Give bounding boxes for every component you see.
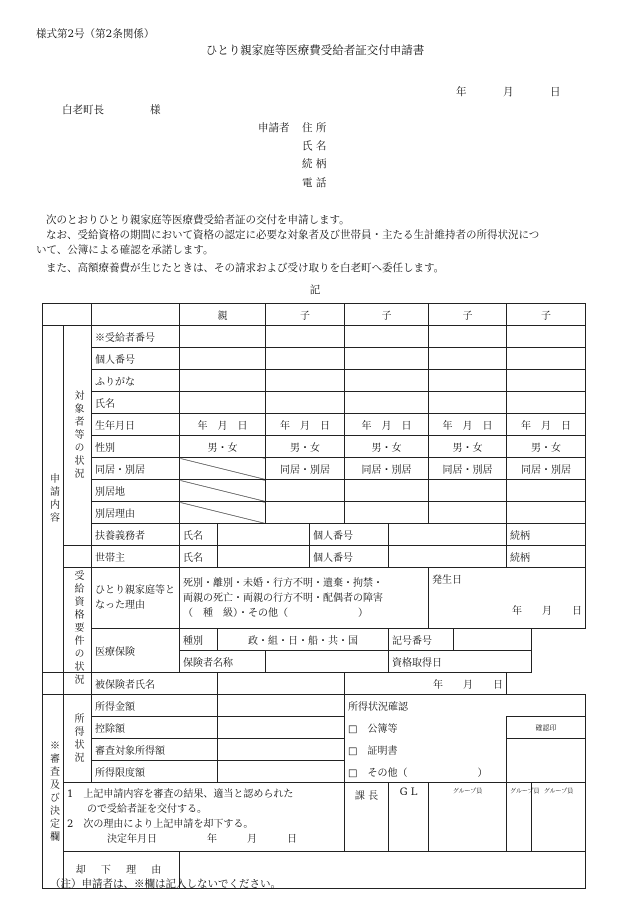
recipient-number-child-2[interactable]	[345, 326, 429, 348]
name-label: 氏 名	[302, 140, 327, 152]
household-head-relation-label: 続柄	[507, 546, 586, 568]
separate-reason-child-3[interactable]	[429, 502, 507, 524]
recipient-number-label: ※受給者番号	[92, 326, 180, 348]
gender-child-4[interactable]: 男・女	[507, 436, 586, 458]
furigana-parent[interactable]	[180, 370, 266, 392]
furigana-child-3[interactable]	[429, 370, 507, 392]
furigana-child-1[interactable]	[266, 370, 345, 392]
birthdate-child-4[interactable]: 年 月 日	[507, 414, 586, 436]
address-label: 住 所	[302, 122, 327, 134]
separate-address-child-1[interactable]	[266, 480, 345, 502]
footer-note: （注）申請者は、※欄は記入しないでください。	[50, 878, 281, 890]
separate-reason-child-4[interactable]	[507, 502, 586, 524]
dependent-obligor-relation-label: 続柄	[507, 524, 586, 546]
rejection-reason-label: 却 下 理 由	[64, 852, 180, 889]
col-child-1: 子	[266, 304, 345, 326]
personal-number-child-4[interactable]	[507, 348, 586, 370]
separate-address-label: 別居地	[92, 480, 180, 502]
ki-heading: 記	[309, 284, 321, 296]
cohabit-child-4[interactable]: 同居・別居	[507, 458, 586, 480]
gender-child-3[interactable]: 男・女	[429, 436, 507, 458]
decision-line-2: 2 次の理由により上記申請を却下する。	[67, 819, 254, 830]
insurer-name-label: 保険者名称	[180, 651, 266, 673]
recipient-number-parent[interactable]	[180, 326, 266, 348]
application-table	[42, 303, 586, 889]
cohabit-parent-struck	[180, 458, 266, 480]
name-parent[interactable]	[180, 392, 266, 414]
review-income-label: 審査対象所得額	[92, 739, 218, 761]
confirm-stamp-label: 確認印	[507, 717, 586, 739]
gender-child-1[interactable]: 男・女	[266, 436, 345, 458]
intro-paragraph-3: また、高額療養費が生じたときは、その請求および受け取りを白老町へ委任します。	[46, 262, 445, 274]
income-limit-label: 所得限度額	[92, 761, 218, 783]
dependent-obligor-personal-no[interactable]	[389, 524, 507, 546]
recipient-number-child-1[interactable]	[266, 326, 345, 348]
col-child-2: 子	[345, 304, 429, 326]
separate-reason-child-2[interactable]	[345, 502, 429, 524]
relation-label: 続 柄	[302, 158, 327, 170]
qualification-date-value[interactable]: 年 月 日	[345, 673, 507, 695]
date-year-label: 年	[456, 86, 467, 98]
cohabit-child-3[interactable]: 同居・別居	[429, 458, 507, 480]
income-limit-value[interactable]	[218, 761, 345, 783]
personal-number-label: 個人番号	[92, 348, 180, 370]
gender-child-2[interactable]: 男・女	[345, 436, 429, 458]
symbol-number-label: 記号番号	[389, 629, 454, 651]
separate-reason-child-1[interactable]	[266, 502, 345, 524]
intro-paragraph-2b: いて、公簿による確認を承諾します。	[36, 244, 214, 256]
decision-date: 決定年月日 年 月 日	[107, 834, 297, 845]
dependent-obligor-name-label: 氏名	[180, 524, 218, 546]
phone-label: 電 話	[302, 177, 327, 189]
section-review: ※審査及び決定欄	[43, 695, 64, 889]
furigana-child-4[interactable]	[507, 370, 586, 392]
deduction-label: 控除額	[92, 717, 218, 739]
single-reason-label: ひとり親家庭等となった理由	[92, 568, 180, 629]
separate-reason-parent-struck	[180, 502, 266, 524]
furigana-child-2[interactable]	[345, 370, 429, 392]
addressee: 白老町長	[62, 104, 104, 116]
household-head-personal-no[interactable]	[389, 546, 507, 568]
certificate-checkbox[interactable]: □ 証明書	[345, 739, 507, 761]
section-eligibility: 受給資格要件の状況	[64, 568, 92, 673]
birthdate-child-1[interactable]: 年 月 日	[266, 414, 345, 436]
intro-paragraph-1: 次のとおりひとり親家庭等医療費受給者証の交付を申請します。	[46, 214, 350, 226]
separate-address-parent-struck	[180, 480, 266, 502]
income-check-label: 所得状況確認	[345, 695, 586, 717]
intro-paragraph-2: なお、受給資格の期間において資格の認定に必要な対象者及び世帯員・主たる生計維持者の所得状況につ	[46, 229, 540, 241]
gender-label: 性別	[92, 436, 180, 458]
date-day-label: 日	[550, 86, 561, 98]
name-child-4[interactable]	[507, 392, 586, 414]
insured-name-label: 被保険者氏名	[92, 673, 218, 695]
insurance-category-options[interactable]: 政・組・日・船・共・国	[218, 629, 389, 651]
section-application: 申請内容	[43, 326, 64, 673]
symbol-number-value[interactable]	[454, 629, 532, 651]
personal-number-child-2[interactable]	[345, 348, 429, 370]
personal-number-child-3[interactable]	[429, 348, 507, 370]
honorific: 様	[150, 104, 161, 116]
name-child-2[interactable]	[345, 392, 429, 414]
gender-parent[interactable]: 男・女	[180, 436, 266, 458]
col-child-4: 子	[507, 304, 586, 326]
cohabit-child-2[interactable]: 同居・別居	[345, 458, 429, 480]
name-child-1[interactable]	[266, 392, 345, 414]
household-head-label: 世帯主	[92, 546, 180, 568]
furigana-label: ふりがな	[92, 370, 180, 392]
recipient-number-child-4[interactable]	[507, 326, 586, 348]
group-member-stamp-2[interactable]: グループ員	[507, 783, 532, 852]
group-member-stamp-3[interactable]: グループ員	[532, 783, 586, 852]
gl-stamp[interactable]: G L	[389, 783, 429, 852]
medical-insurance-label: 医療保険	[92, 629, 180, 673]
reason-line-1: 死別・離別・未婚・行方不明・遺棄・拘禁・	[183, 577, 383, 589]
recipient-number-child-3[interactable]	[429, 326, 507, 348]
dependent-obligor-personal-no-label: 個人番号	[310, 524, 389, 546]
insurance-category-label: 種別	[180, 629, 218, 651]
separate-address-child-2[interactable]	[345, 480, 429, 502]
birthdate-parent[interactable]: 年 月 日	[180, 414, 266, 436]
single-reason-options[interactable]	[180, 568, 429, 629]
section-income-status: 所得状況	[64, 695, 92, 783]
household-head-name[interactable]	[218, 546, 310, 568]
col-parent: 親	[180, 304, 266, 326]
date-month-label: 月	[503, 86, 514, 98]
confirm-stamp-box[interactable]	[507, 739, 586, 783]
name-label: 氏名	[92, 392, 180, 414]
header-row	[43, 304, 586, 326]
birthdate-child-2[interactable]: 年 月 日	[345, 414, 429, 436]
occurrence-date-value: 年 月 日	[512, 606, 582, 617]
section-subject-status: 対象者等の状況	[64, 326, 92, 546]
household-head-name-label: 氏名	[180, 546, 218, 568]
name-child-3[interactable]	[429, 392, 507, 414]
other-checkbox[interactable]: □ その他（ ）	[345, 761, 507, 783]
birthdate-child-3[interactable]: 年 月 日	[429, 414, 507, 436]
public-record-checkbox[interactable]: □ 公簿等	[345, 717, 507, 739]
separate-address-child-4[interactable]	[507, 480, 586, 502]
occurrence-date-label: 発生日	[432, 575, 462, 586]
dependent-obligor-label: 扶養義務者	[92, 524, 180, 546]
group-member-stamp-1[interactable]: グループ員	[429, 783, 507, 852]
reason-line-3: （ 種 級）・その他（ ）	[183, 607, 368, 619]
insurer-name-value[interactable]	[266, 651, 389, 673]
decision-line-1b: ので受給者証を交付する。	[67, 804, 207, 815]
household-head-personal-no-label: 個人番号	[310, 546, 389, 568]
cohabit-child-1[interactable]: 同居・別居	[266, 458, 345, 480]
separate-reason-label: 別居理由	[92, 502, 180, 524]
qualification-date-label: 資格取得日	[389, 651, 532, 673]
birthdate-label: 生年月日	[92, 414, 180, 436]
occurrence-date-cell[interactable]	[429, 568, 586, 629]
reason-line-2: 両親の死亡・両親の行方不明・配偶者の障害	[183, 592, 383, 604]
deduction-value[interactable]	[218, 717, 345, 739]
decision-statement	[64, 783, 345, 852]
personal-number-parent[interactable]	[180, 348, 266, 370]
cohabit-label: 同居・別居	[92, 458, 180, 480]
income-amount-label: 所得金額	[92, 695, 218, 717]
personal-number-child-1[interactable]	[266, 348, 345, 370]
form-number: 様式第2号（第2条関係）	[36, 28, 155, 40]
dependent-obligor-name[interactable]	[218, 524, 310, 546]
income-amount-value[interactable]	[218, 695, 345, 717]
section-chief-stamp[interactable]: 課 長	[345, 783, 389, 852]
decision-line-1a: 1 上記申請内容を審査の結果、適当と認められた	[67, 789, 294, 800]
applicant-label: 申請者	[258, 122, 290, 134]
insured-name-value[interactable]	[218, 673, 345, 695]
form-title: ひとり親家庭等医療費受給者証交付申請書	[205, 43, 425, 57]
separate-address-child-3[interactable]	[429, 480, 507, 502]
review-income-value[interactable]	[218, 739, 345, 761]
col-child-3: 子	[429, 304, 507, 326]
